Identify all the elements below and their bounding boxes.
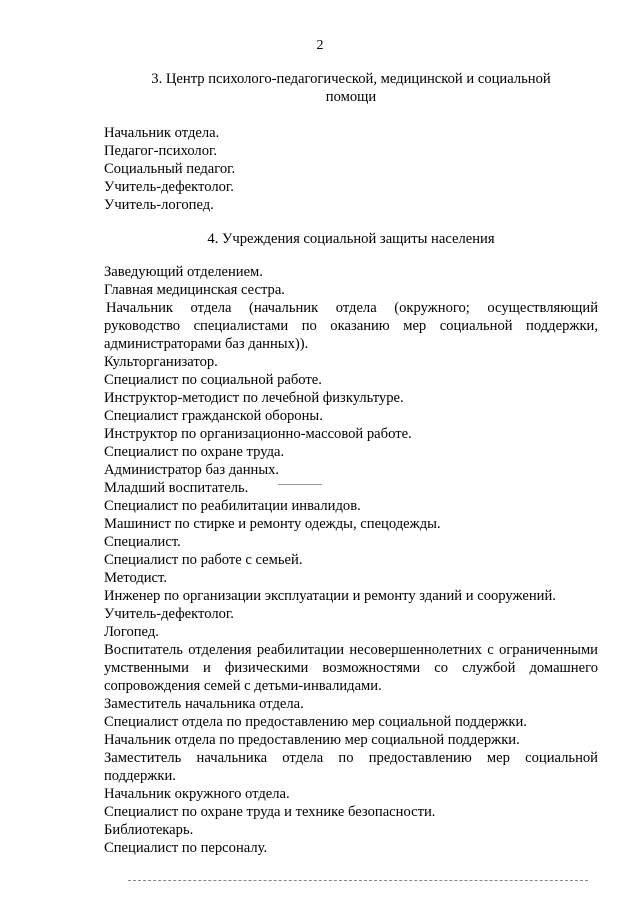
list-item: Учитель-логопед. [104,197,214,213]
section-3-position-list [104,124,598,214]
list-item: Специалист по реабилитации инвалидов. [104,498,361,514]
list-item: Специалист по охране труда. [104,444,285,460]
list-item: Методист. [104,570,167,586]
list-item: Начальник отдела по предоставлению мер социальной поддержки. [104,732,520,748]
list-item: Культорганизатор. [104,354,218,370]
list-item: Педагог-психолог. [104,143,218,159]
list-item: Специалист по охране труда и технике безопасности. [104,804,436,820]
list-item: Логопед. [104,624,159,640]
list-item: Инструктор по организационно-массовой работе. [104,426,412,442]
section-4-position-list [104,263,598,857]
list-item: Младший воспитатель. [104,480,249,496]
list-item: Специалист гражданской обороны. [104,408,323,424]
list-item: Машинист по стирке и ремонту одежды, спецодежды. [104,516,441,532]
section-3-title [104,70,598,106]
list-item: Начальник окружного отдела. [104,786,290,802]
list-item: Начальник отдела (начальник отдела (окружного; осуществляющий руководство специалистами по оказанию мер социальной поддержки, администраторами баз данных)). [104,300,598,352]
list-item: Заместитель начальника отдела по предоставлению мер социальной поддержки. [104,750,598,784]
page-number: 2 [316,38,324,53]
list-item: Заведующий отделением. [104,264,263,280]
list-item: Специалист по социальной работе. [104,372,322,388]
list-item: Инструктор-методист по лечебной физкультуре. [104,390,404,406]
list-item: Учитель-дефектолог. [104,179,234,195]
scan-artifact-rule [128,880,588,881]
list-item: Специалист по персоналу. [104,840,268,856]
scan-artifact [278,484,322,485]
list-item: Специалист по работе с семьей. [104,552,303,568]
list-item: Библиотекарь. [104,822,194,838]
list-item: Воспитатель отделения реабилитации несовершеннолетних с ограниченными умственными и физическими возможностями со службой домашнего сопровождения семей с детьми-инвалидами. [104,642,598,694]
list-item: Специалист отдела по предоставлению мер социальной поддержки. [104,714,527,730]
section-4-title: 4. Учреждения социальной защиты населения [207,231,495,247]
list-item: Администратор баз данных. [104,462,280,478]
section-3-title-line-2: помощи [325,89,377,105]
list-item: Инженер по организации эксплуатации и ремонту зданий и сооружений. [104,588,556,604]
list-item: Социальный педагог. [104,161,236,177]
list-item: Начальник отдела. [104,125,220,141]
list-item: Специалист. [104,534,181,550]
list-item: Учитель-дефектолог. [104,606,234,622]
section-3-title-line-1: 3. Центр психолого-педагогической, медицинской и социальной [151,71,551,87]
list-item: Заместитель начальника отдела. [104,696,304,712]
list-item: Главная медицинская сестра. [104,282,285,298]
